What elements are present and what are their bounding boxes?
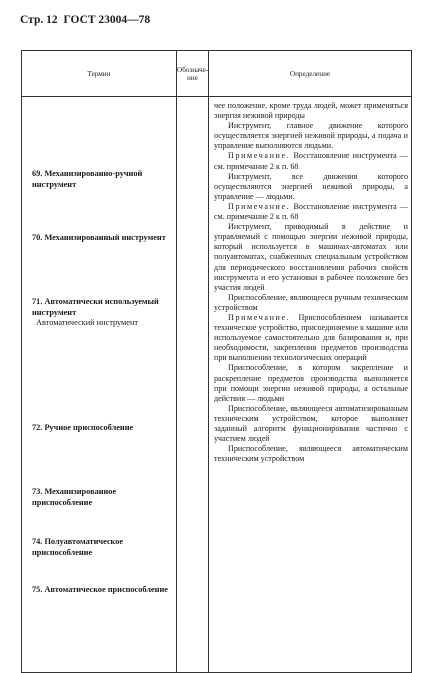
symbol-column xyxy=(177,97,209,673)
term-74 xyxy=(32,537,174,558)
note-70 xyxy=(214,202,408,222)
page-number: Стр. 12 xyxy=(20,14,58,26)
definition-75: Приспособление, являющееся автоматическим техническим устройством xyxy=(214,444,408,464)
note-69 xyxy=(214,151,408,171)
definition-73: Приспособление, в котором закрепление и раскрепление предметов производства выполняется при помощи энергии неживой природы, а остальные действия — людьми xyxy=(214,363,408,403)
column-header-term: Термин xyxy=(22,51,177,97)
note-72-text: Приспособлением называется техническое устройство, присоединяемое к машине или используемое самостоятельно для базирования и, при необходимости, закрепления предметов производства при выполнении технологических операций xyxy=(214,312,408,363)
definitions-text xyxy=(214,101,408,464)
note-72 xyxy=(214,313,408,363)
definition-70: Инструмент, все движения которого осуществляются энергией неживой природы, а управление — людьми. xyxy=(214,171,408,201)
definition-69: Инструмент, главное движение которого осуществляется энергией неживой природы, а подача и управление выполняются людьми. xyxy=(214,121,408,151)
term-73 xyxy=(32,487,174,508)
terms-table xyxy=(21,50,412,673)
term-75 xyxy=(32,585,174,596)
definition-72: Приспособление, являющееся ручным техническим устройством xyxy=(214,292,408,312)
term-71 xyxy=(32,297,174,329)
term-69 xyxy=(32,169,174,190)
definition-71: Инструмент, приводимый в действие и управляемый с помощью энергии неживой природы, который используется в машинах-автоматах или полуавтоматах, снабженных специальным устройством для периодического восстановления рабочих свойств инструмента и его установки в рабочее положение без участия людей xyxy=(214,222,408,292)
term-71-name: 71. Автоматически используемый инструмент xyxy=(32,297,159,317)
term-75-name: 75. Автоматическое приспособление xyxy=(32,585,168,594)
note-69-text: Восстановление инструмента — см. примечание 2 к п. 68 xyxy=(214,151,408,171)
definition-74: Приспособление, являющееся автоматизированным техническим устройством, которое выполняет заданный алгоритм функционирования частично с участием людей xyxy=(214,403,408,444)
term-69-name: 69. Механизированно-ручной инструмент xyxy=(32,169,143,189)
note-70-label: Примечание. xyxy=(228,201,291,211)
term-72-name: 72. Ручное приспособление xyxy=(32,423,134,432)
column-header-symbol: Обозначе-ние xyxy=(177,51,209,97)
note-70-text: Восстановление инструмента — см. примечание 2 к п. 68 xyxy=(214,201,408,222)
page-header xyxy=(20,14,153,26)
term-70-name: 70. Механизированный инструмент xyxy=(32,233,166,242)
term-72 xyxy=(32,423,174,434)
term-70 xyxy=(32,233,174,244)
term-73-name: 73. Механизированное приспособление xyxy=(32,487,117,507)
term-74-name: 74. Полуавтоматическое приспособление xyxy=(32,537,124,557)
note-69-label: Примечание. xyxy=(228,151,291,161)
standard-number: ГОСТ 23004—78 xyxy=(63,14,151,26)
column-header-definition: Определение xyxy=(209,51,412,97)
definitions-column xyxy=(209,97,412,673)
term-71-synonym: Автоматический инструмент xyxy=(36,318,139,328)
definition-68-continued: чее положение, кроме труда людей, может применяться энергия неживой природы xyxy=(214,101,408,121)
terms-column xyxy=(22,97,177,673)
note-72-label: Примечание. xyxy=(228,312,291,322)
